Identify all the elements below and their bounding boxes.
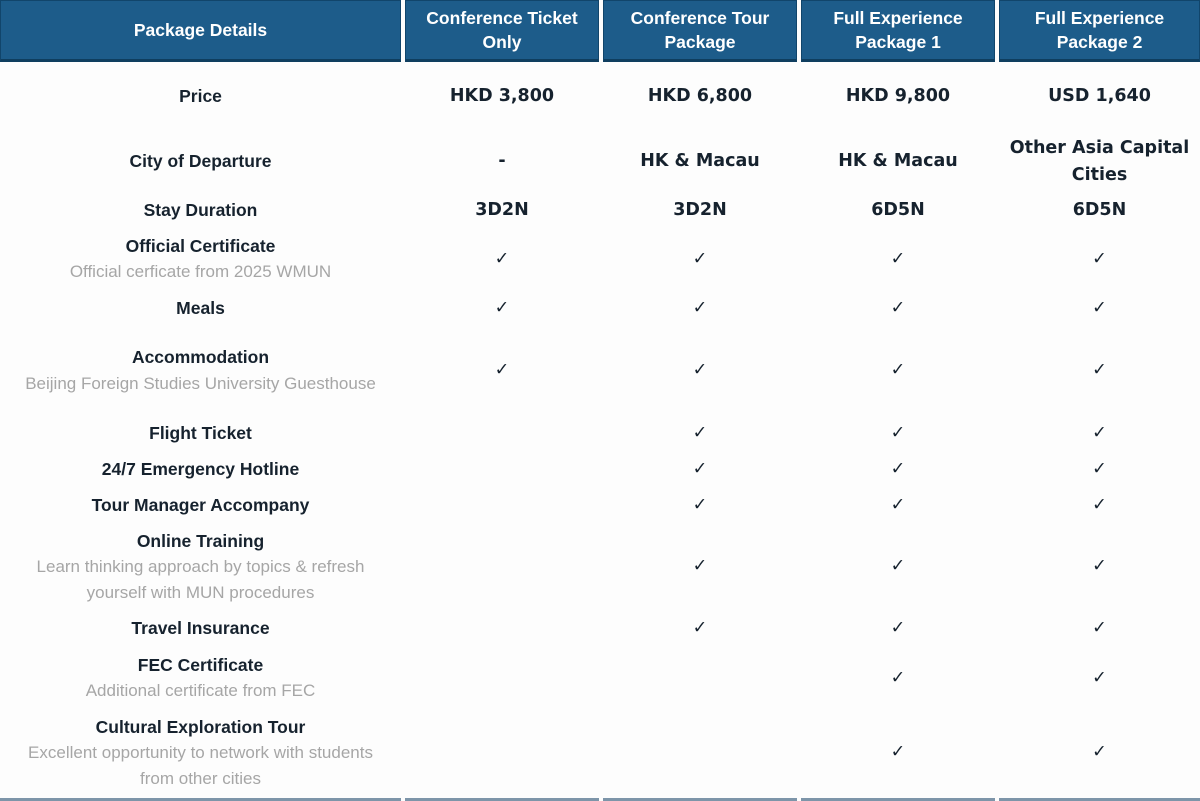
row-label-cell [0,295,401,321]
table-row-official-certificate [0,228,1200,290]
row-label-cell [0,420,401,446]
row-label: Stay Duration [143,200,258,221]
header-conference-ticket-only: Conference Ticket Only [405,0,599,62]
price-conference-tour-package: HKD 6,800 [647,85,753,106]
row-label: Flight Ticket [149,422,252,443]
row-label-cell [0,492,401,518]
check-mark: ✓ [1092,556,1107,577]
row-label: Price [179,85,222,106]
row-label-cell [0,233,401,285]
stay-value: 3D2N [673,200,727,221]
header-full-experience-package-1: Full Experience Package 1 [801,0,995,62]
header-full-experience-package-2: Full Experience Package 2 [999,0,1200,62]
header-package-details: Package Details [0,0,401,62]
table-row-emergency-hotline [0,451,1200,487]
row-sublabel: Official cerficate from 2025 WMUN [69,262,332,282]
check-mark: ✓ [890,458,906,479]
row-label-cell [0,456,401,482]
row-label: Accommodation [131,347,270,368]
row-label: FEC Certificate [137,654,264,675]
check-mark: ✓ [692,360,708,381]
check-mark: ✓ [890,667,906,688]
stay-value: 6D5N [1072,200,1127,221]
row-sublabel: Excellent opportunity to network with students from other cities [28,742,373,788]
row-label-cell [0,652,401,704]
row-sublabel: Beijing Foreign Studies University Guesthouse [25,373,376,393]
table-row-accommodation [0,326,1200,415]
row-label: Cultural Exploration Tour [95,716,306,737]
table-row-price [0,62,1200,130]
city-value: Other Asia Capital Cities [1009,138,1190,185]
check-mark: ✓ [890,742,906,763]
check-mark: ✓ [494,297,510,318]
city-value: - [498,151,506,172]
check-mark: ✓ [1092,494,1107,515]
stay-value: 6D5N [871,200,925,221]
stay-value: 3D2N [475,200,529,221]
price-full-experience-package-2: USD 1,640 [1048,85,1151,106]
table-row-stay-duration [0,193,1200,228]
check-mark: ✓ [890,297,906,318]
row-label-cell [0,528,401,606]
table-row-tour-manager-accompany [0,487,1200,523]
check-mark: ✓ [1092,297,1107,318]
row-label-cell [0,148,401,174]
check-mark: ✓ [1092,742,1107,763]
row-label: Tour Manager Accompany [91,494,310,515]
check-mark: ✓ [692,556,708,577]
row-sublabel: Additional certificate from FEC [85,681,316,701]
check-mark: ✓ [890,494,906,515]
table-row-online-training [0,523,1200,610]
check-mark: ✓ [890,556,906,577]
check-mark: ✓ [1092,667,1107,688]
row-sublabel: Learn thinking approach by topics & refresh yourself with MUN procedures [36,556,365,602]
check-mark: ✓ [692,458,708,479]
check-mark: ✓ [692,297,708,318]
row-label: City of Departure [129,151,272,172]
row-label: Online Training [136,530,265,551]
check-mark: ✓ [1092,458,1107,479]
check-mark: ✓ [692,422,708,443]
table-row-meals [0,290,1200,326]
row-label: 24/7 Emergency Hotline [101,458,300,479]
check-mark: ✓ [494,248,510,269]
check-mark: ✓ [692,617,708,638]
check-mark: ✓ [1092,248,1107,269]
row-label: Official Certificate [125,235,276,256]
check-mark: ✓ [692,248,708,269]
row-label-cell [0,197,401,223]
table-row-city-of-departure [0,130,1200,193]
row-label: Meals [176,297,225,318]
check-mark: ✓ [890,617,906,638]
table-row-flight-ticket [0,415,1200,451]
table-row-fec-certificate [0,646,1200,710]
check-mark: ✓ [890,248,906,269]
check-mark: ✓ [890,422,906,443]
table-header-row [0,0,1200,62]
row-label-cell [0,714,401,792]
header-conference-tour-package: Conference Tour Package [603,0,797,62]
city-value: HK & Macau [838,151,958,172]
next-row-cutoff-line [0,795,1200,801]
check-mark: ✓ [494,360,510,381]
price-conference-ticket-only: HKD 3,800 [449,85,555,106]
check-mark: ✓ [1092,422,1107,443]
row-label-cell [0,83,401,109]
row-label: Travel Insurance [131,617,270,638]
check-mark: ✓ [1092,617,1107,638]
table-row-cultural-exploration-tour [0,710,1200,795]
check-mark: ✓ [1092,360,1107,381]
row-label-cell [0,344,401,396]
city-value: HK & Macau [640,151,760,172]
row-label-cell [0,615,401,641]
table-row-travel-insurance [0,610,1200,646]
price-full-experience-package-1: HKD 9,800 [845,85,951,106]
check-mark: ✓ [890,360,906,381]
check-mark: ✓ [692,494,708,515]
